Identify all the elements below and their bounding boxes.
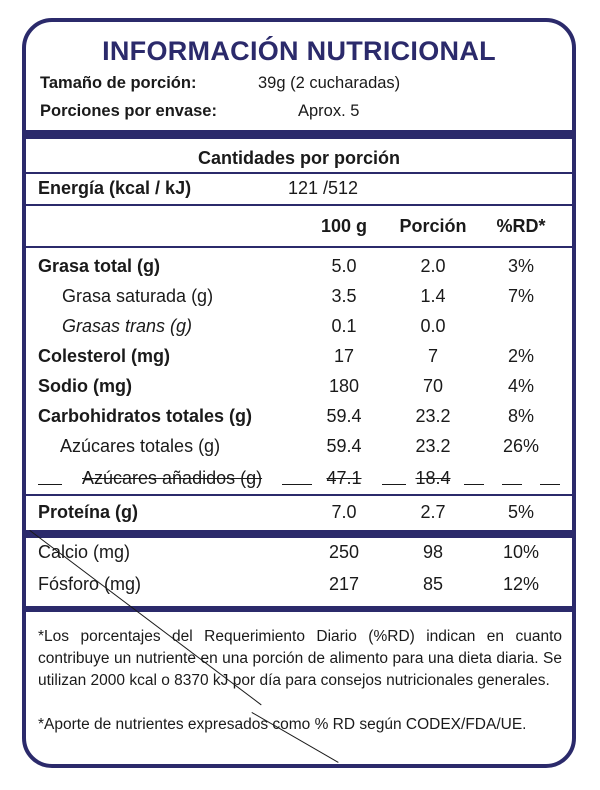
value-portion: 2.0	[420, 256, 446, 276]
column-header-100g: 100 g	[320, 216, 368, 236]
thick-divider-bottom	[26, 606, 572, 612]
nutrient-name: Grasas trans (g)	[62, 316, 193, 336]
mineral-name: Fósforo (mg)	[38, 574, 142, 594]
energy-label: Energía (kcal / kJ)	[38, 178, 192, 198]
value-portion: 1.4	[420, 286, 446, 306]
value-rd: 12%	[502, 574, 540, 594]
value-rd: 2%	[507, 346, 534, 366]
value-rd: 3%	[507, 256, 534, 276]
serving-size-row	[40, 74, 401, 93]
table-row	[26, 252, 572, 282]
table-row	[26, 498, 572, 528]
value-portion: 70	[422, 376, 444, 396]
value-portion: 0.0	[420, 316, 446, 336]
serving-size-label: Tamaño de porción:	[40, 74, 197, 92]
value-100g: 59.4	[326, 406, 362, 426]
column-header-rd: %RD*	[496, 216, 546, 236]
value-100g: 3.5	[331, 286, 357, 306]
table-row	[26, 402, 572, 432]
table-row	[26, 342, 572, 372]
energy-value: 121 /512	[288, 178, 359, 198]
value-portion: 23.2	[415, 406, 451, 426]
value-100g: 59.4	[326, 436, 362, 456]
value-100g: 7.0	[331, 502, 357, 522]
nutrient-name: Sodio (mg)	[38, 376, 132, 396]
servings-per-container-value: Aprox. 5	[298, 102, 360, 120]
value-rd: 8%	[507, 406, 534, 426]
nutrient-name: Proteína (g)	[38, 502, 139, 522]
value-rd: 7%	[507, 286, 534, 306]
table-row	[26, 432, 572, 462]
nutrient-name: Azúcares añadidos (g)	[82, 468, 263, 488]
serving-size-value: 39g (2 cucharadas)	[258, 74, 401, 92]
amounts-header: Cantidades por porción	[197, 148, 401, 168]
dash-mark	[382, 484, 406, 485]
nutrient-name: Carbohidratos totales (g)	[38, 406, 253, 426]
divider	[26, 494, 572, 496]
value-100g: 47.1	[326, 468, 362, 488]
dash-mark	[540, 484, 560, 485]
divider	[26, 246, 572, 248]
value-100g: 217	[328, 574, 360, 594]
dash-mark	[282, 484, 312, 485]
value-portion: 7	[427, 346, 438, 366]
table-row	[26, 312, 572, 342]
mineral-name: Calcio (mg)	[38, 542, 131, 562]
value-portion: 2.7	[420, 502, 446, 522]
dash-mark	[502, 484, 522, 485]
thick-divider-middle	[26, 530, 572, 538]
value-portion: 85	[422, 574, 444, 594]
value-rd: 4%	[507, 376, 534, 396]
value-rd: 10%	[502, 542, 540, 562]
nutrient-name: Colesterol (mg)	[38, 346, 171, 366]
value-rd: 5%	[507, 502, 534, 522]
value-100g: 250	[328, 542, 360, 562]
servings-per-container-row	[40, 102, 360, 121]
servings-per-container-label: Porciones por envase:	[40, 102, 217, 120]
value-rd: 26%	[502, 436, 540, 456]
value-portion: 98	[422, 542, 444, 562]
divider	[26, 204, 572, 206]
table-row	[26, 372, 572, 402]
nutrient-name: Grasa saturada (g)	[62, 286, 214, 306]
footnote-rd-explanation: *Los porcentajes del Requerimiento Diario (%RD) indican en cuanto contribuye un nutriente en una porción de alimento para una dieta diaria. Se utilizan 2000 kcal o 8370 kJ por día para consejos nutricionales generales.	[38, 628, 562, 689]
table-row	[26, 570, 572, 600]
footnote-codex: *Aporte de nutrientes expresados como % RD según CODEX/FDA/UE.	[38, 716, 527, 733]
column-header-portion: Porción	[399, 216, 467, 236]
nutrient-name: Grasa total (g)	[38, 256, 161, 276]
table-row	[26, 464, 572, 494]
nutrition-label	[22, 18, 576, 768]
nutrient-name: Azúcares totales (g)	[60, 436, 221, 456]
divider	[26, 172, 572, 174]
dash-mark	[38, 484, 62, 485]
value-100g: 17	[333, 346, 355, 366]
value-100g: 5.0	[331, 256, 357, 276]
label-title: INFORMACIÓN NUTRICIONAL	[102, 36, 496, 66]
value-portion: 23.2	[415, 436, 451, 456]
thick-divider-top	[26, 130, 572, 139]
dash-mark	[464, 484, 484, 485]
table-row	[26, 538, 572, 568]
value-portion: 18.4	[415, 468, 451, 488]
value-100g: 0.1	[331, 316, 357, 336]
value-100g: 180	[328, 376, 360, 396]
table-row	[26, 282, 572, 312]
